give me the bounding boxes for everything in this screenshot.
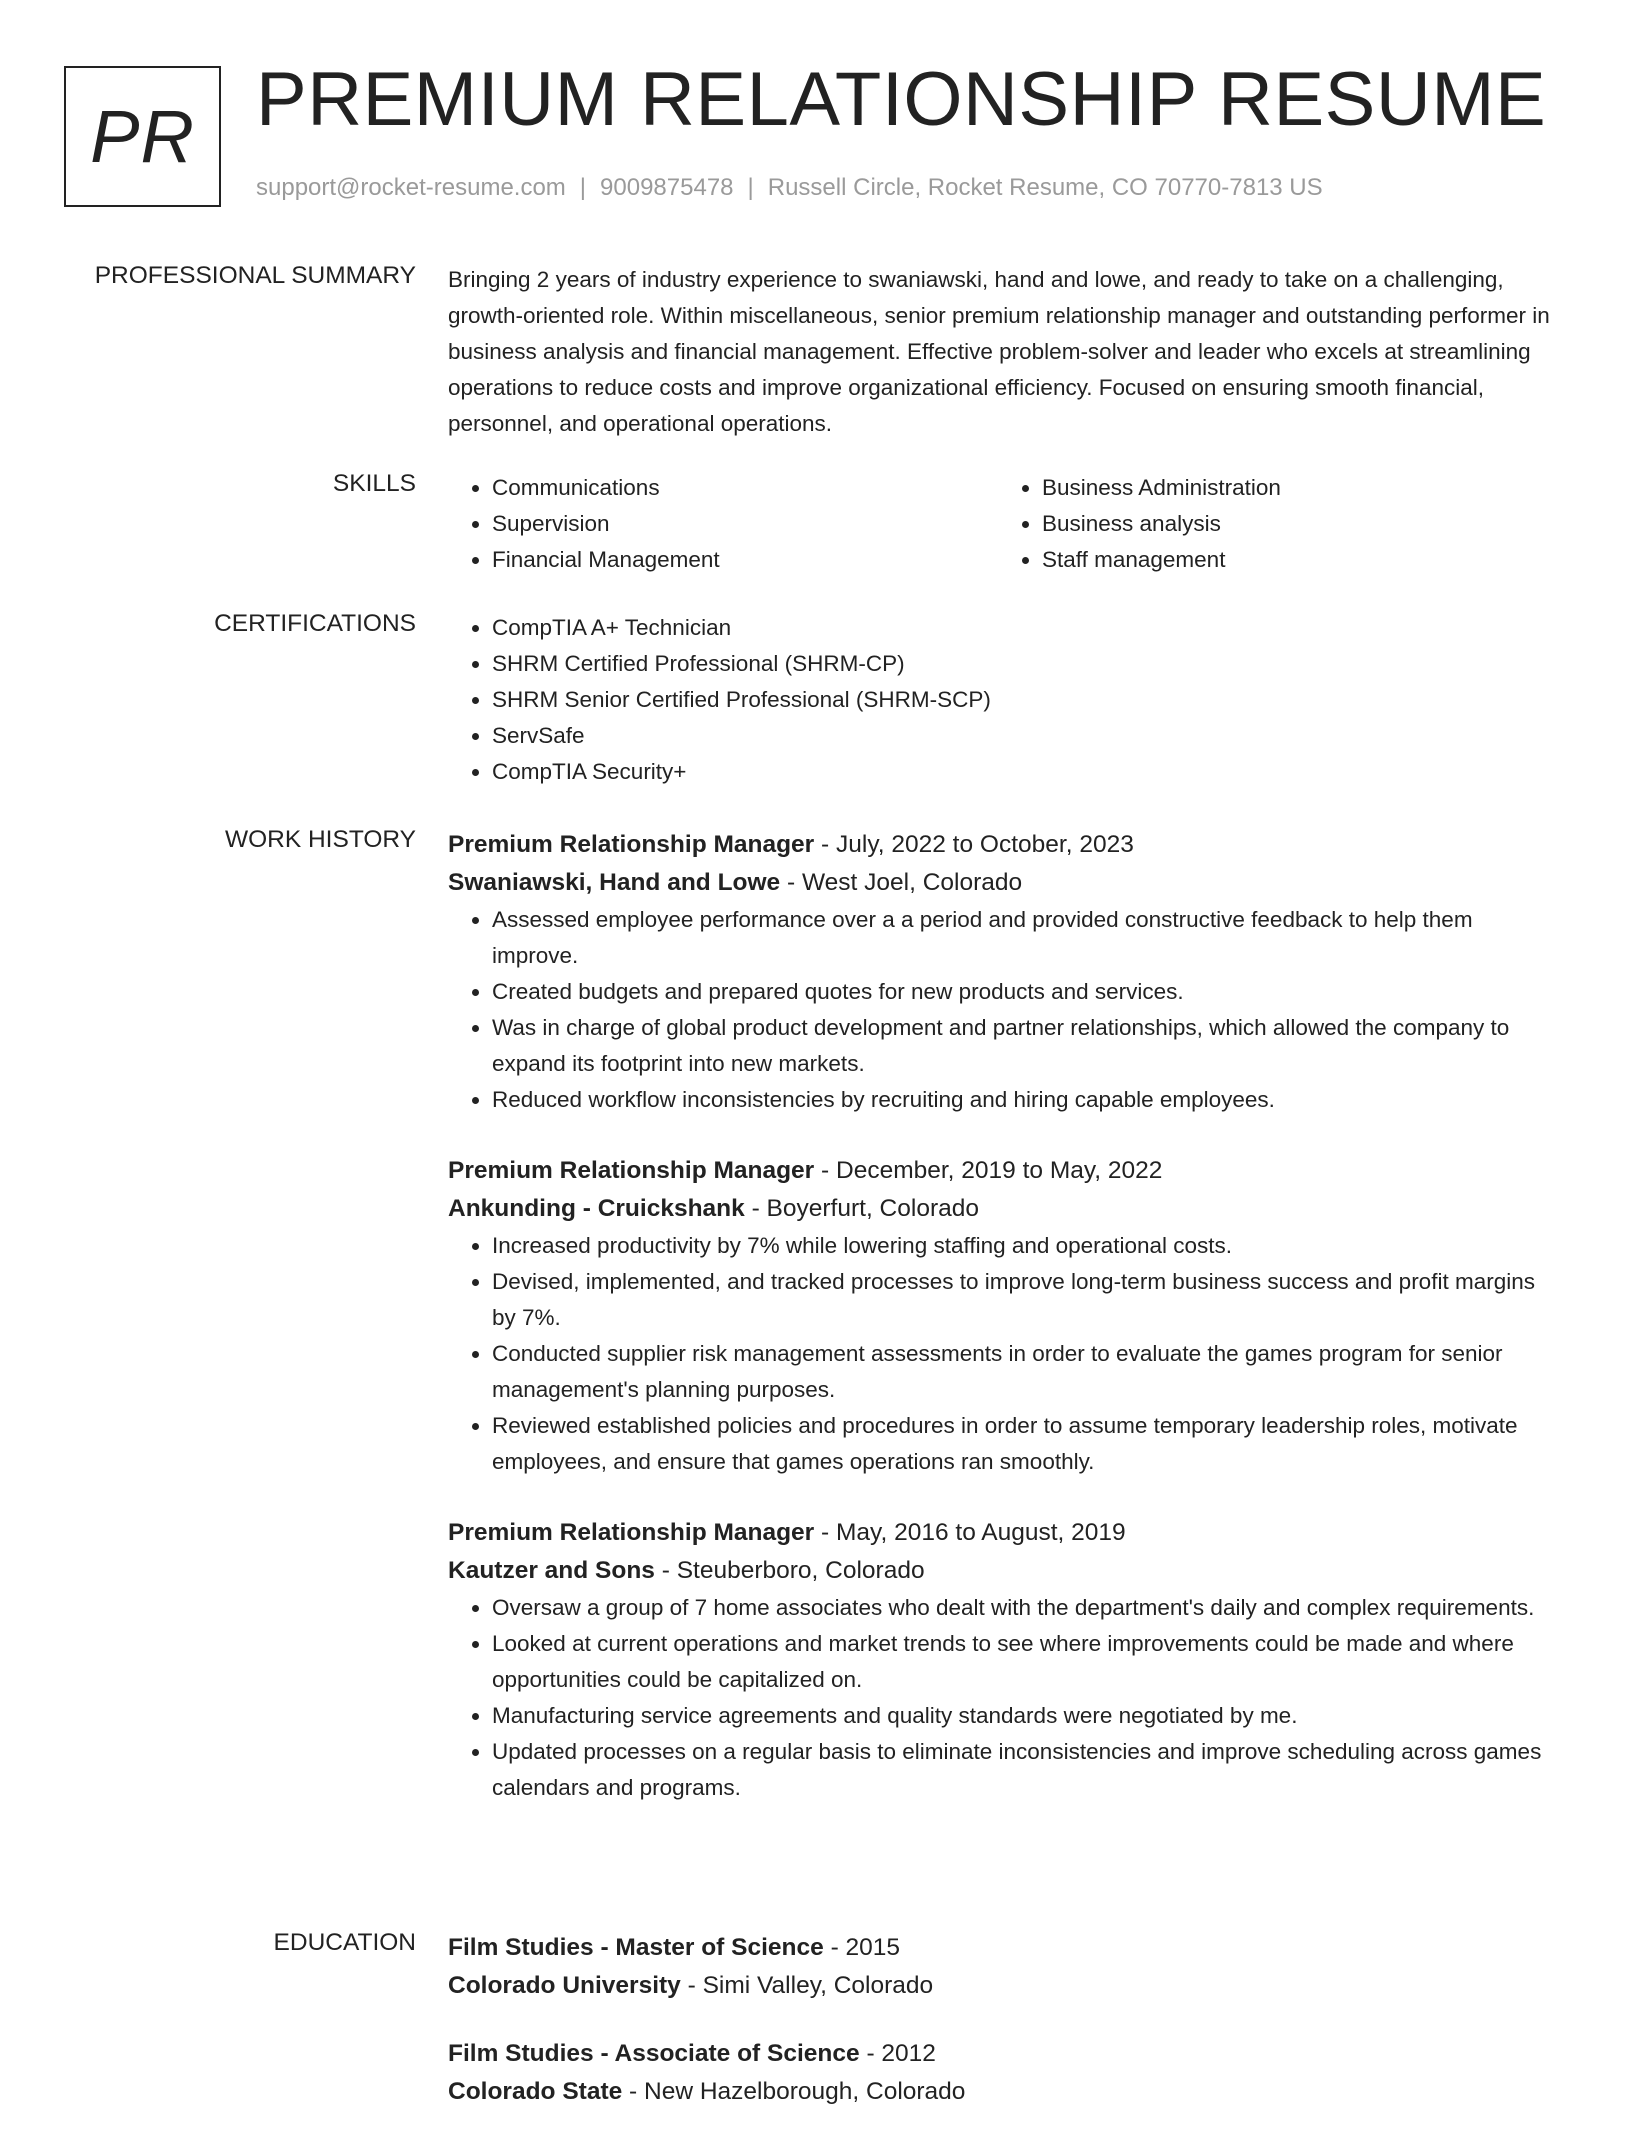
job-company: Ankunding - Cruickshank [448, 1195, 745, 1222]
contact-separator: | [579, 174, 587, 201]
job-location: - West Joel, Colorado [780, 869, 1023, 896]
job-company: Swaniawski, Hand and Lowe [448, 869, 781, 896]
section-title-education: EDUCATION [273, 1929, 416, 1956]
certification-item: • CompTIA Security+ [492, 754, 1558, 790]
section-title-certifications: CERTIFICATIONS [214, 610, 416, 637]
job-bullet: • Manufacturing service agreements and quality standards were negotiated by me. [492, 1698, 1558, 1734]
job-entry [448, 1152, 1558, 1480]
job-bullet: • Assessed employee performance over a a period and provided constructive feedback to help them improve. [492, 902, 1558, 974]
skills-list-right [998, 470, 1558, 578]
job-title-line [448, 826, 1558, 864]
skill-item: • Communications [492, 470, 998, 506]
certification-item: • SHRM Senior Certified Professional (SHRM-SCP) [492, 682, 1558, 718]
job-role: Premium Relationship Manager [448, 1157, 815, 1184]
education-degree-line [448, 1929, 1558, 1967]
education-location: - New Hazelborough, Colorado [622, 2078, 966, 2105]
job-title-line [448, 1152, 1558, 1190]
job-role: Premium Relationship Manager [448, 1519, 815, 1546]
job-role: Premium Relationship Manager [448, 831, 815, 858]
skill-item: • Business analysis [1042, 506, 1558, 542]
education-location: - Simi Valley, Colorado [680, 1972, 934, 1999]
skill-item: • Business Administration [1042, 470, 1558, 506]
contact-phone: 9009875478 [600, 174, 734, 201]
certification-item: • CompTIA A+ Technician [492, 610, 1558, 646]
job-bullet: • Was in charge of global product development and partner relationships, which allowed the company to expand its footprint into new markets. [492, 1010, 1558, 1082]
education-school-line [448, 1967, 1558, 2005]
contact-email: support@rocket-resume.com [256, 174, 566, 201]
job-location: - Steuberboro, Colorado [654, 1557, 925, 1584]
job-title-line [448, 1514, 1558, 1552]
job-bullets [448, 1228, 1558, 1480]
certifications-list [448, 610, 1558, 790]
job-bullet: • Oversaw a group of 7 home associates who dealt with the department's daily and complex requirements. [492, 1590, 1558, 1626]
contact-line [256, 174, 1323, 202]
certification-item: • ServSafe [492, 718, 1558, 754]
job-company-line [448, 1552, 1558, 1590]
job-bullet: • Increased productivity by 7% while lowering staffing and operational costs. [492, 1228, 1558, 1264]
job-entry [448, 1514, 1558, 1806]
education-entry [448, 1929, 1558, 2005]
education-entry [448, 2035, 1558, 2111]
job-dates: - July, 2022 to October, 2023 [814, 831, 1134, 858]
education-year: - 2015 [823, 1934, 901, 1961]
job-bullet: • Reviewed established policies and procedures in order to assume temporary leadership roles, motivate employees, and ensure that games operations ran smoothly. [492, 1408, 1558, 1480]
job-dates: - December, 2019 to May, 2022 [814, 1157, 1163, 1184]
job-company-line [448, 864, 1558, 902]
skill-item: • Staff management [1042, 542, 1558, 578]
section-title-work-history: WORK HISTORY [224, 826, 416, 853]
job-bullet: • Reduced workflow inconsistencies by recruiting and hiring capable employees. [492, 1082, 1558, 1118]
job-company: Kautzer and Sons [448, 1557, 655, 1584]
job-bullet: • Looked at current operations and market trends to see where improvements could be made and where opportunities could be capitalized on. [492, 1626, 1558, 1698]
skills-list-left [448, 470, 998, 578]
job-company-line [448, 1190, 1558, 1228]
job-bullets [448, 1590, 1558, 1806]
job-bullet: • Devised, implemented, and tracked processes to improve long-term business success and profit margins by 7%. [492, 1264, 1558, 1336]
job-location: - Boyerfurt, Colorado [744, 1195, 979, 1222]
job-bullet: • Created budgets and prepared quotes for new products and services. [492, 974, 1558, 1010]
education-year: - 2012 [859, 2040, 936, 2067]
contact-address: Russell Circle, Rocket Resume, CO 70770-7813 US [767, 174, 1323, 201]
job-bullet: • Updated processes on a regular basis to eliminate inconsistencies and improve scheduling across games calendars and programs. [492, 1734, 1558, 1806]
monogram-logo: PR [64, 66, 221, 207]
skill-item: • Financial Management [492, 542, 998, 578]
job-bullets [448, 902, 1558, 1118]
contact-separator: | [747, 174, 754, 201]
education-school-line [448, 2073, 1558, 2111]
education-degree: Film Studies - Associate of Science [448, 2040, 860, 2067]
skill-item: • Supervision [492, 506, 998, 542]
education-school: Colorado State [448, 2078, 623, 2105]
section-title-skills: SKILLS [332, 470, 416, 497]
job-dates: - May, 2016 to August, 2019 [814, 1519, 1126, 1546]
certification-item: • SHRM Certified Professional (SHRM-CP) [492, 646, 1558, 682]
resume-title: PREMIUM RELATIONSHIP RESUME [256, 57, 1547, 142]
education-degree-line [448, 2035, 1558, 2073]
education-degree: Film Studies - Master of Science [448, 1934, 824, 1961]
education-school: Colorado University [448, 1972, 681, 1999]
job-bullet: • Conducted supplier risk management assessments in order to evaluate the games program for senior management's planning purposes. [492, 1336, 1558, 1408]
summary-text: Bringing 2 years of industry experience to swaniawski, hand and lowe, and ready to take on a challenging, growth-oriented role. Within miscellaneous, senior premium relationship manager and outstanding performer in business analysis and financial management. Effective problem-solver and leader who excels at streamlining operations to reduce costs and improve organizational efficiency. Focused on ensuring smooth financial, personnel, and operational operations. [448, 267, 1550, 436]
section-title-summary: PROFESSIONAL SUMMARY [94, 262, 416, 289]
job-entry [448, 826, 1558, 1118]
